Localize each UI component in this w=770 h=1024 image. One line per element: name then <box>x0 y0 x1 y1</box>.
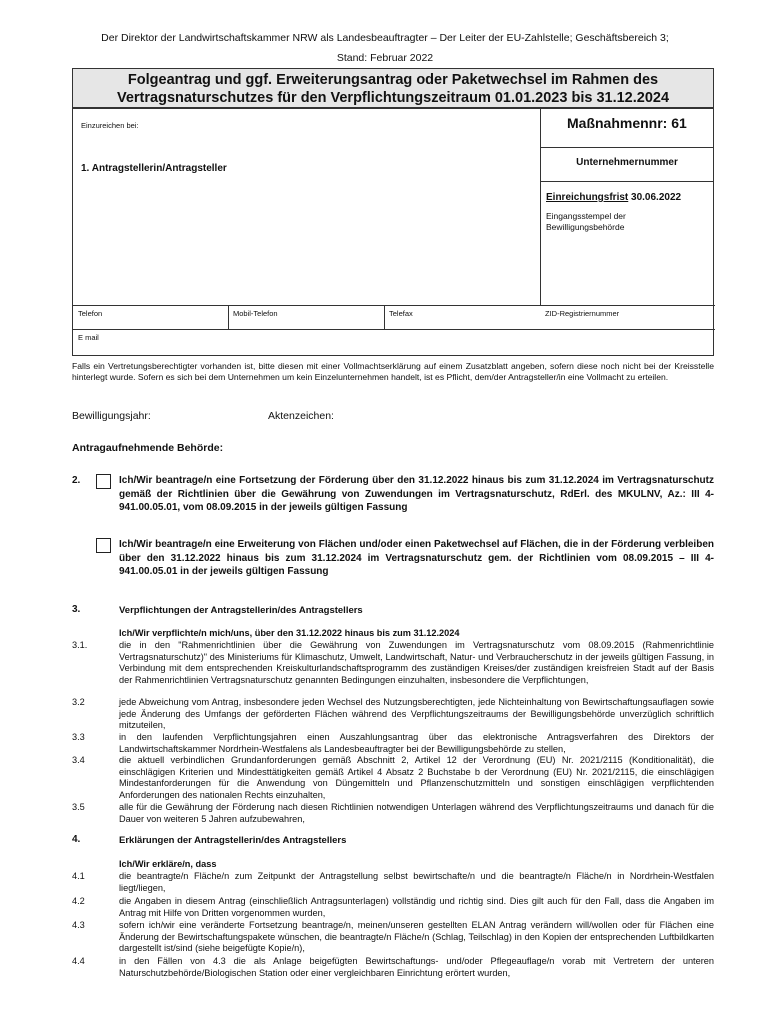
section-3-number: 3. <box>72 604 81 615</box>
option-fortsetzung: Ich/Wir beantrage/n eine Fortsetzung der Förderung über den 31.12.2022 hinaus bis zum 31.12.2024 im Vertragsnaturschutz gemäß der Richtlinien über die Gewährung von Zuwendungen im Vertragsnaturschutz, RdErl. des MKULNV, Az.: III 4-941.00.05.01, vom 08.09.2015 in der jeweils gültigen Fassung <box>119 475 714 513</box>
deadline-label: Einreichungsfrist <box>546 192 629 203</box>
section-1-title: 1. Antragstellerin/Antragsteller <box>81 163 227 174</box>
item-number: 4.3 <box>72 920 85 930</box>
divider <box>73 329 715 330</box>
section-4-intro: Ich/Wir erkläre/n, dass <box>119 859 217 869</box>
bewilligungsjahr-label: Bewilligungsjahr: <box>72 410 151 422</box>
deadline <box>546 192 681 203</box>
item-number: 3.1. <box>72 640 88 650</box>
email-field[interactable]: E mail <box>78 333 99 342</box>
massnahme-number: Maßnahmennr: 61 <box>567 115 687 131</box>
list-item: sofern ich/wir eine veränderte Fortsetzung beantrage/n, meinen/unseren gestellten ELAN Antrag verändern will/wollen oder für Flächen eine Änderung der Bewirtschaftungspakete wünschen, die beantragte/n Fläche/n (Schlag, Teilschlag) in den Kopien der entsprechenden Luftbildkarten dargestellt ist/sind (siehe beigefügte Kopie/n), <box>119 920 714 954</box>
section-4-number: 4. <box>72 834 81 845</box>
list-item: die in den "Rahmenrichtlinien über die Gewährung von Zuwendungen im Vertragsnaturschutz vom 08.09.2015 (Rahmenrichtlinie Vertragsnaturschutz)" des Ministeriums für Klimaschutz, Umwelt, Landwirtschaft, Natur- und Verbraucherschutz in der jeweils gültigen Fassung, in Verbindung mit dem entsprechenden Kreiskulturlandschaftsprogramm des zuständigen Kreises/der zuständigen kreisfreien Stadt auf der Basis der Rahmenrichtlinien Vertragsnaturschutz genannten Bedingungen einzuhalten, insbesondere die Verpflichtungen, <box>119 640 714 685</box>
divider <box>540 181 714 182</box>
mobil-field[interactable]: Mobil-Telefon <box>233 309 278 318</box>
telefax-field[interactable]: Telefax <box>389 309 413 318</box>
section-3-title: Verpflichtungen der Antragstellerin/des Antragstellers <box>119 605 363 616</box>
header-line-1: Der Direktor der Landwirtschaftskammer NRW als Landesbeauftragter – Der Leiter der EU-Zahlstelle; Geschäftsbereich 3; <box>101 32 669 44</box>
checkbox-erweiterung[interactable] <box>96 538 111 553</box>
item-number: 4.2 <box>72 896 85 906</box>
list-item: alle für die Gewährung der Förderung nach diesen Richtlinien notwendigen Unterlagen während des Verpflichtungszeitraums und danach für die Dauer von weiteren 5 Jahren aufzubewahren, <box>119 802 714 824</box>
item-number: 3.3 <box>72 732 85 742</box>
telefon-field[interactable]: Telefon <box>78 309 103 318</box>
list-item: in den laufenden Verpflichtungsjahren einen Auszahlungsantrag über das elektronische Antragsverfahren des Direktors der Landwirtschaftskammer Nordrhein-Westfalens als Landesbeauftragter bei der Bewilligungsbehörde zu stellen, <box>119 732 714 754</box>
vollmacht-note: Falls ein Vertretungsberechtigter vorhanden ist, bitte diesen mit einer Vollmachtserklärung auf einem Zusatzblatt angeben, sofern diese noch nicht bei der Kreisstelle hinterlegt wurde. Sofern es sich bei dem Unternehmen um kein Einzelunternehmen handelt, ist es Pflicht, dem/der Antragsteller/in eine Vollmacht zu erteilen. <box>72 361 714 382</box>
document-title <box>72 68 714 108</box>
applicant-form <box>72 108 714 356</box>
list-item: die Angaben in diesem Antrag (einschließlich Antragsunterlagen) vollständig und richtig sind. Dies gilt auch für den Fall, dass die Angaben im Antrag mit Hilfe von Dritten vorgenommen wurden, <box>119 896 714 918</box>
divider <box>73 305 715 306</box>
checkbox-fortsetzung[interactable] <box>96 474 111 489</box>
einzureichen-label: Einzureichen bei: <box>81 121 139 130</box>
item-number: 4.4 <box>72 956 85 966</box>
zid-field[interactable]: ZID-Registriernummer <box>545 309 620 318</box>
list-item: in den Fällen von 4.3 die als Anlage beigefügten Bewirtschaftungs- und/oder Pflegeauflage/n vorab mit Vertretern der unteren Naturschutzbehörde/Biologischen Station oder einer vergleichbaren Einrichtung erörtert wurden, <box>119 956 714 978</box>
column-divider <box>540 109 541 305</box>
behoerde-label: Antragaufnehmende Behörde: <box>72 442 224 454</box>
section-4-title: Erklärungen der Antragstellerin/des Antragstellers <box>119 835 347 846</box>
list-item: jede Abweichung vom Antrag, insbesondere jeden Wechsel des Nutzungsberechtigten, jede Nichteinhaltung von Bewirtschaftungsauflagen sowie jede Änderung des Umfangs der geförderten Flächen während des Verpflichtungszeitraums der Bewilligungsbehörde unverzüglich schriftlich mitzuteilen, <box>119 697 714 731</box>
item-number: 3.5 <box>72 802 85 812</box>
list-item: die aktuell verbindlichen Grundanforderungen gemäß Abschnitt 2, Artikel 12 der Verordnung (EU) Nr. 2021/2115 (Konditionalität), die einschlägigen Kriterien und Mindesttätigkeiten gemäß Artikel 4 Absatz 2 Buchstabe b der Verordnung (EU) Nr. 2021/2115, die einschlägigen Mindestanforderungen für die Anwendung von Düngemitteln und Pflanzenschutzmitteln und sonstigen einschlägigen verpflichtenden Anforderungen des nationalen Rechts einzuhalten, <box>119 755 714 800</box>
title-line-1: Folgeantrag und ggf. Erweiterungsantrag oder Paketwechsel im Rahmen des <box>127 72 659 88</box>
divider <box>384 305 385 329</box>
section-3-intro: Ich/Wir verpflichte/n mich/uns, über den 31.12.2022 hinaus bis zum 31.12.2024 <box>119 628 460 638</box>
deadline-date: 30.06.2022 <box>628 192 682 203</box>
header-line-2: Stand: Februar 2022 <box>336 52 434 64</box>
item-number: 4.1 <box>72 871 85 881</box>
list-item: die beantragte/n Fläche/n zum Zeitpunkt der Antragstellung selbst bewirtschafte/n und die beantragte/n Fläche/n in Nordrhein-Westfalen liegt/liegen, <box>119 871 714 893</box>
divider <box>228 305 229 329</box>
section-2-number: 2. <box>72 475 81 486</box>
aktenzeichen-label: Aktenzeichen: <box>268 410 334 422</box>
unternehmer-label: Unternehmernummer <box>576 157 678 168</box>
item-number: 3.4 <box>72 755 85 765</box>
item-number: 3.2 <box>72 697 85 707</box>
divider <box>540 147 714 148</box>
stamp-field: Eingangsstempel der Bewilligungsbehörde <box>546 211 626 232</box>
title-line-2: Vertragsnaturschutzes für den Verpflichtungszeitraum 01.01.2023 bis 31.12.2024 <box>116 90 670 106</box>
option-erweiterung: Ich/Wir beantrage/n eine Erweiterung von Flächen und/oder einen Paketwechsel auf Flächen, die in der Förderung verbleiben über den 31.12.2022 hinaus bis zum 31.12.2024 im Vertragsnaturschutz gem. der Richtlinien vom 08.09.2015 – III 4-941.00.05.01 in der jeweils gültigen Fassung <box>119 539 714 577</box>
